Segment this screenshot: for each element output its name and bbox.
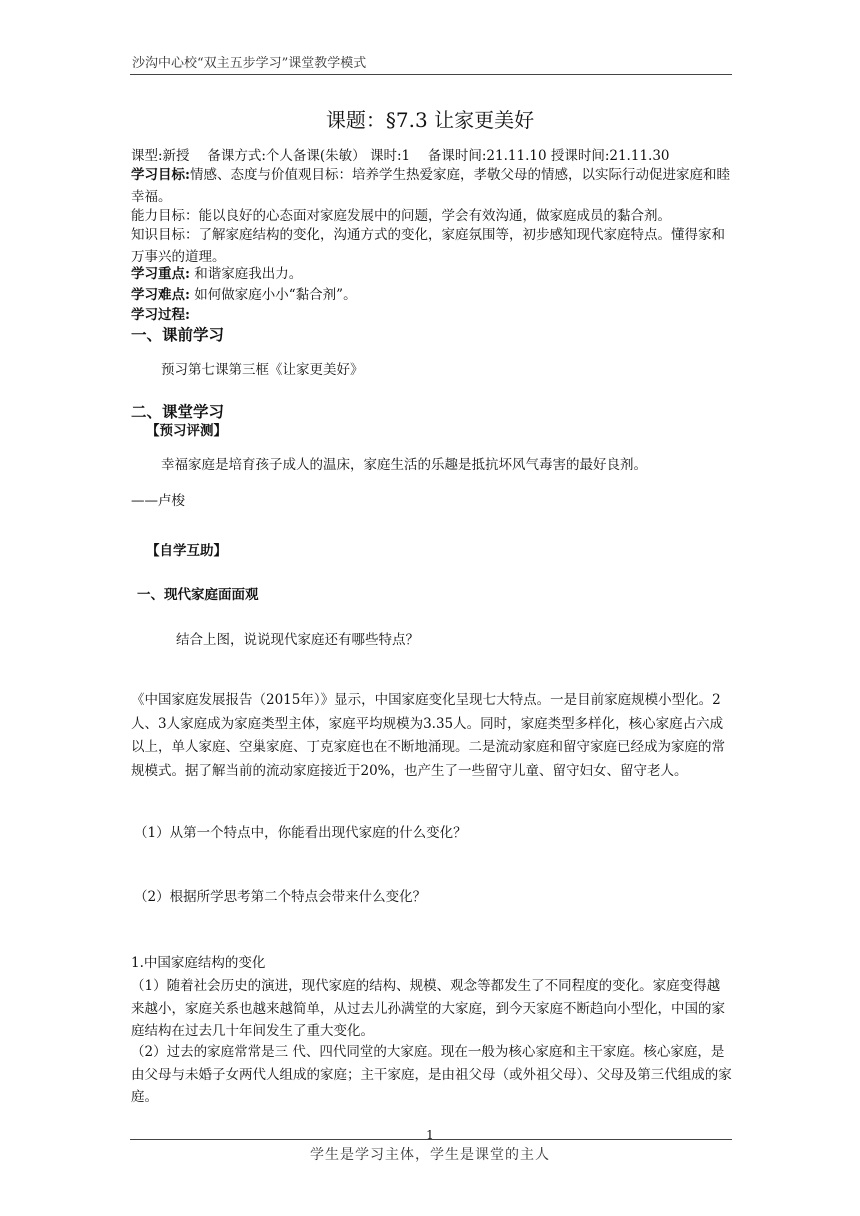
difficulty-label: 学习难点:	[131, 287, 190, 303]
difficulty	[131, 287, 357, 305]
lesson-title: 课题：§7.3 让家更美好	[325, 108, 535, 132]
quote-text: 幸福家庭是培育孩子成人的温床，家庭生活的乐趣是抵抗坏风气毒害的最好良剂。	[161, 457, 647, 473]
page-header: 沙沟中心校“双主五步学习”课堂教学模式	[132, 56, 367, 71]
structure-paragraph-2: （2）过去的家庭常常是三 代、四代同堂的大家庭。现在一般为核心家庭和主干家庭。核心家庭，是由父母与未婚子女两代人组成的家庭；主干家庭，是由祖父母（或外祖父母）、父母及第三代组成的家庭。	[131, 1044, 732, 1105]
key-point-label: 学习重点:	[131, 266, 190, 282]
page-number: 1	[426, 1128, 434, 1142]
goal-ability: 能力目标：能以良好的心态面对家庭发展中的问题，学会有效沟通，做家庭成员的黏合剂。	[131, 208, 671, 224]
page-footer: 学生是学习主体，学生是课堂的主人	[310, 1147, 550, 1163]
goal-emotion	[131, 164, 733, 208]
header-divider	[130, 74, 732, 75]
footer-divider	[130, 1139, 732, 1140]
key-point-text: 和谐家庭我出力。	[194, 266, 303, 282]
part1-title: 一、现代家庭面面观	[137, 587, 259, 603]
goal-knowledge: 知识目标：了解家庭结构的变化，沟通方式的变化，家庭氛围等，初步感知现代家庭特点。懂得家和万事兴的道理。	[131, 227, 725, 265]
key-point	[131, 266, 302, 284]
report-paragraph: 《中国家庭发展报告（2015年）》显示，中国家庭变化呈现七大特点。一是目前家庭规模小型化。2人、3人家庭成为家庭类型主体，家庭平均规模为3.35人。同时，家庭类型多样化，核心家庭占六成以上，单人家庭、空巢家庭、丁克家庭也在不断地涌现。二是流动家庭和留守家庭已经成为家庭的常规模式。据了解当前的流动家庭接近于20%，也产生了一些留守儿童、留守妇女、留守老人。	[131, 692, 725, 779]
lesson-meta: 课型:新授 备课方式:个人备课(朱敏） 课时:1 备课时间:21.11.10 授课时间:21.11.30	[131, 148, 670, 164]
structure-title: 1.中国家庭结构的变化	[131, 955, 266, 971]
difficulty-text: 如何做家庭小小“黏合剂”。	[194, 287, 357, 303]
part1-prompt: 结合上图，说说现代家庭还有哪些特点？	[176, 632, 419, 648]
section-pre-study-title: 一、课前学习	[131, 325, 225, 344]
structure-paragraph-1: （1）随着社会历史的演进，现代家庭的结构、规模、观念等都发生了不同程度的变化。家庭变得越来越小，家庭关系也越来越简单，从过去儿孙满堂的大家庭，到今天家庭不断趋向小型化，中国的家庭结构在过去几十年间发生了重大变化。	[131, 978, 725, 1039]
pre-study-text: 预习第七课第三框《让家更美好》	[161, 362, 364, 378]
preview-label: 【预习评测】	[146, 423, 227, 439]
self-study-label: 【自学互助】	[146, 543, 227, 559]
section-class-study-title: 二、课堂学习	[131, 402, 225, 421]
question-2: （2）根据所学思考第二个特点会带来什么变化？	[134, 889, 427, 905]
goal-emotion-text: 情感、态度与价值观目标：培养学生热爱家庭，孝敬父母的情感，以实际行动促进家庭和睦幸福。	[131, 167, 730, 205]
question-1: （1）从第一个特点中，你能看出现代家庭的什么变化？	[134, 825, 467, 841]
process-label: 学习过程:	[131, 307, 190, 323]
quote-author: ——卢梭	[131, 493, 185, 509]
goal-label: 学习目标:	[131, 167, 190, 183]
